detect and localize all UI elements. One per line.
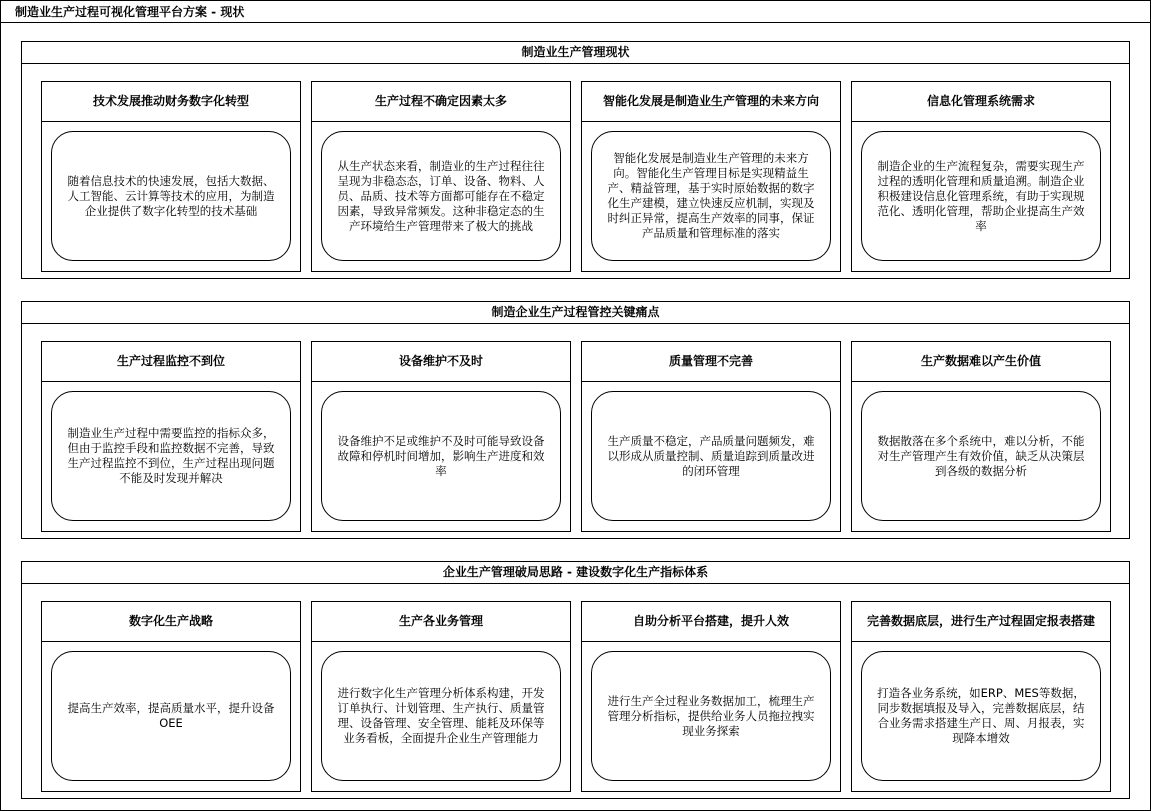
- card-body: 打造各业务系统，如ERP、MES等数据，同步数据填报及导入，完善数据底层，结合业务需求搭建生产日、周、月报表，实现降本增效: [861, 651, 1101, 781]
- card-title: 自助分析平台搭建，提升人效: [582, 602, 840, 642]
- card: [311, 341, 571, 532]
- card-title: 数字化生产战略: [42, 602, 300, 642]
- card: [851, 601, 1111, 792]
- card-body: 从生产状态来看，制造业的生产过程往往呈现为非稳态态，订单、设备、物料、人员、品质、技术等方面都可能存在不稳定因素，导致异常频发。这种非稳定态的生产环境给生产管理带来了极大的挑战: [321, 131, 561, 261]
- card-body: 制造企业的生产流程复杂，需要实现生产过程的透明化管理和质量追溯。制造企业积极建设信息化管理系统，有助于实现规范化、透明化管理，帮助企业提高生产效率: [861, 131, 1101, 261]
- card-body: 生产质量不稳定，产品质量问题频发，难以形成从质量控制、质量追踪到质量改进的闭环管理: [591, 391, 831, 521]
- card-body: 智能化发展是制造业生产管理的未来方向。智能化生产管理目标是实现精益生产、精益管理，基于实时原始数据的数字化生产建模，建立快速反应机制，实现及时纠正异常，提高生产效率的同事，保证产品质量和管理标准的落实: [591, 131, 831, 261]
- card: [41, 341, 301, 532]
- card-body: 进行生产全过程业务数据加工，梳理生产管理分析指标，提供给业务人员拖拉拽实现业务探索: [591, 651, 831, 781]
- card-body: 随着信息技术的快速发展，包括大数据、人工智能、云计算等技术的应用，为制造企业提供了数字化转型的技术基础: [51, 131, 291, 261]
- card-body: 进行数字化生产管理分析体系构建，开发订单执行、计划管理、生产执行、质量管理、设备管理、安全管理、能耗及环保等业务看板，全面提升企业生产管理能力: [321, 651, 561, 781]
- card-title: 生产各业务管理: [312, 602, 570, 642]
- card-title: 生产过程不确定因素太多: [312, 82, 570, 122]
- section-title: 制造业生产管理现状: [22, 42, 1129, 64]
- section-title: 制造企业生产过程管控关键痛点: [22, 302, 1129, 324]
- section-title: 企业生产管理破局思路 - 建设数字化生产指标体系: [22, 562, 1129, 584]
- card-title: 技术发展推动财务数字化转型: [42, 82, 300, 122]
- card-title: 信息化管理系统需求: [852, 82, 1110, 122]
- card: [41, 81, 301, 272]
- card-title: 生产过程监控不到位: [42, 342, 300, 382]
- card-title: 完善数据底层，进行生产过程固定报表搭建: [852, 602, 1110, 642]
- card-title: 生产数据难以产生价值: [852, 342, 1110, 382]
- card: [851, 341, 1111, 532]
- card-body: 数据散落在多个系统中，难以分析，不能对生产管理产生有效价值，缺乏从决策层到各级的数据分析: [861, 391, 1101, 521]
- card: [581, 601, 841, 792]
- card-title: 智能化发展是制造业生产管理的未来方向: [582, 82, 840, 122]
- card: [581, 81, 841, 272]
- section-solution: [21, 561, 1130, 799]
- section-status: [21, 41, 1130, 279]
- card-title: 质量管理不完善: [582, 342, 840, 382]
- page-title: 制造业生产过程可视化管理平台方案 - 现状: [1, 1, 1150, 23]
- card: [581, 341, 841, 532]
- card: [311, 601, 571, 792]
- card-body: 设备维护不足或维护不及时可能导致设备故障和停机时间增加，影响生产进度和效率: [321, 391, 561, 521]
- card-title: 设备维护不及时: [312, 342, 570, 382]
- card-body: 提高生产效率，提高质量水平，提升设备OEE: [51, 651, 291, 781]
- card: [311, 81, 571, 272]
- card: [851, 81, 1111, 272]
- section-pain-points: [21, 301, 1130, 539]
- card-body: 制造业生产过程中需要监控的指标众多，但由于监控手段和监控数据不完善，导致生产过程监控不到位，生产过程出现问题不能及时发现并解决: [51, 391, 291, 521]
- card: [41, 601, 301, 792]
